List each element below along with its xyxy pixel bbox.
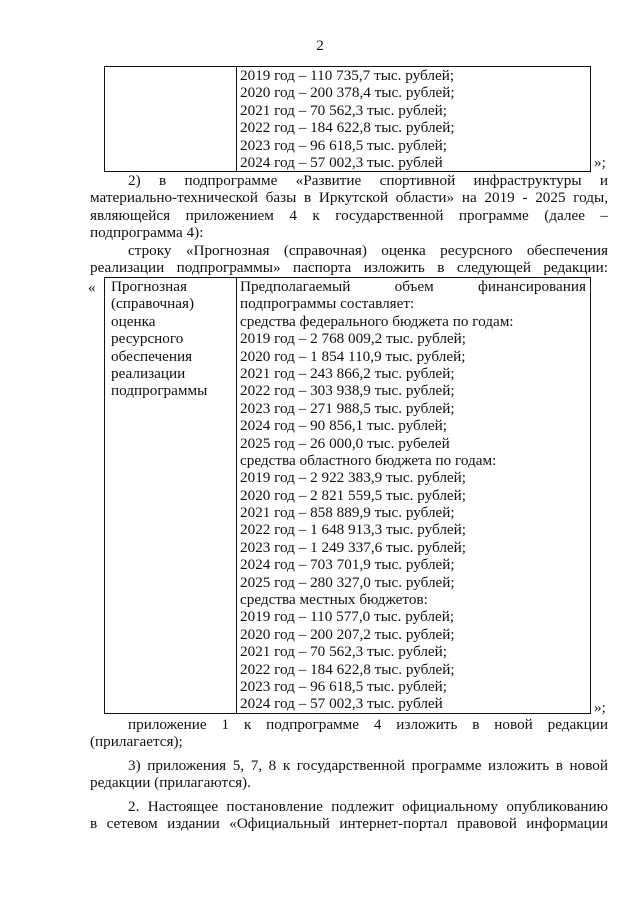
local-budget-year-line: 2020 год – 200 207,2 тыс. рублей; xyxy=(240,625,455,643)
table2-label-line: оценка xyxy=(111,312,156,330)
table2-label-line: ресурсного xyxy=(111,330,184,348)
table1-close-mark: »; xyxy=(594,154,606,171)
federal-budget-year-line: 2020 год – 1 854 110,9 тыс. рублей; xyxy=(240,347,466,365)
table1-year-line: 2021 год – 70 562,3 тыс. рублей; xyxy=(240,101,448,119)
table2-label-line: (справочная) xyxy=(111,295,195,313)
regional-budget-year-line: 2019 год – 2 922 383,9 тыс. рублей; xyxy=(240,469,467,487)
funding-table-subprogram-4 xyxy=(104,277,591,714)
table2-header-line: Предполагаемый объем финансирования xyxy=(240,278,586,295)
table2-label-line: Прогнозная xyxy=(111,278,187,295)
paragraph-appendices-line2: редакции (прилагаются). xyxy=(90,774,251,792)
table2-funding-cell xyxy=(237,278,591,714)
paragraph-subprogram-4-line: 2) в подпрограмме «Развитие спортивной инфраструктуры и xyxy=(128,172,608,189)
regional-budget-year-line: 2020 год – 2 821 559,5 тыс. рублей; xyxy=(240,486,467,504)
federal-budget-year-line: 2023 год – 271 988,5 тыс. рублей; xyxy=(240,399,455,417)
local-budget-title: средства местных бюджетов: xyxy=(240,591,428,609)
regional-budget-year-line: 2025 год – 280 327,0 тыс. рублей; xyxy=(240,573,455,591)
paragraph-appendix-1-line2: (прилагается); xyxy=(90,733,183,751)
federal-budget-year-line: 2022 год – 303 938,9 тыс. рублей; xyxy=(240,382,455,400)
regional-budget-year-line: 2024 год – 703 701,9 тыс. рублей; xyxy=(240,556,455,574)
table1-year-line: 2022 год – 184 622,8 тыс. рублей; xyxy=(240,119,455,137)
regional-budget-year-line: 2021 год – 858 889,9 тыс. рублей; xyxy=(240,504,455,522)
paragraph-publication-line1: 2. Настоящее постановление подлежит официальному опубликованию xyxy=(128,798,608,815)
table2-label-line: обеспечения xyxy=(111,347,193,365)
paragraph-appendix-1-line1: приложение 1 к подпрограмме 4 изложить в новой редакции xyxy=(128,716,608,733)
federal-budget-year-line: 2024 год – 90 856,1 тыс. рублей; xyxy=(240,417,448,435)
federal-budget-title: средства федерального бюджета по годам: xyxy=(240,312,514,330)
table1-year-line: 2024 год – 57 002,3 тыс. рублей xyxy=(240,153,443,171)
table2-open-mark: « xyxy=(88,279,96,296)
local-budget-year-line: 2024 год – 57 002,3 тыс. рублей xyxy=(240,695,443,713)
local-budget-year-line: 2022 год – 184 622,8 тыс. рублей; xyxy=(240,660,455,678)
federal-budget-year-line: 2019 год – 2 768 009,2 тыс. рублей; xyxy=(240,330,467,348)
paragraph-subprogram-4 xyxy=(90,172,608,242)
paragraph-row-replacement-line: строку «Прогнозная (справочная) оценка ресурсного обеспечения xyxy=(128,242,608,259)
paragraph-appendix-1 xyxy=(90,716,608,751)
paragraph-appendices-line1: 3) приложения 5, 7, 8 к государственной программе изложить в новой xyxy=(128,757,608,774)
paragraph-row-replacement-line: реализации подпрограммы» паспорта изложить в следующей редакции: xyxy=(90,259,608,277)
page-number: 2 xyxy=(316,37,324,54)
regional-budget-year-line: 2022 год – 1 648 913,3 тыс. рублей; xyxy=(240,521,467,539)
paragraph-subprogram-4-line: являющейся приложением 4 к государственной программе (далее – xyxy=(90,206,608,224)
paragraph-row-replacement xyxy=(90,242,608,277)
paragraph-subprogram-4-line: материально-технической базы в Иркутской области» на 2019 - 2025 годы, xyxy=(90,189,608,207)
paragraph-subprogram-4-line: подпрограмма 4): xyxy=(90,224,204,242)
regional-budget-title: средства областного бюджета по годам: xyxy=(240,451,497,469)
local-budget-year-line: 2023 год – 96 618,5 тыс. рублей; xyxy=(240,677,448,695)
federal-budget-year-line: 2025 год – 26 000,0 тыс. рубелей xyxy=(240,434,450,452)
local-budget-year-line: 2021 год – 70 562,3 тыс. рублей; xyxy=(240,643,448,661)
table2-header-line: подпрограммы составляет: xyxy=(240,295,415,313)
table2-label-line: реализации xyxy=(111,364,186,382)
table2-close-mark: »; xyxy=(594,699,606,716)
paragraph-appendices-5-7-8 xyxy=(90,757,608,792)
table1-left-cell xyxy=(105,67,237,172)
local-budget-year-line: 2019 год – 110 577,0 тыс. рублей; xyxy=(240,608,455,626)
regional-budget-year-line: 2023 год – 1 249 337,6 тыс. рублей; xyxy=(240,538,467,556)
federal-budget-year-line: 2021 год – 243 866,2 тыс. рублей; xyxy=(240,364,455,382)
table1-year-line: 2019 год – 110 735,7 тыс. рублей; xyxy=(240,67,455,84)
funding-table-continued xyxy=(104,66,591,172)
paragraph-publication xyxy=(90,798,608,833)
table2-label-line: подпрограммы xyxy=(111,382,208,400)
table1-funding-cell xyxy=(237,67,591,172)
table2-label-cell xyxy=(105,278,237,714)
paragraph-publication-line2: в сетевом издании «Официальный интернет-портал правовой информации xyxy=(90,815,608,833)
table1-year-line: 2020 год – 200 378,4 тыс. рублей; xyxy=(240,84,455,102)
table1-year-line: 2023 год – 96 618,5 тыс. рублей; xyxy=(240,136,448,154)
